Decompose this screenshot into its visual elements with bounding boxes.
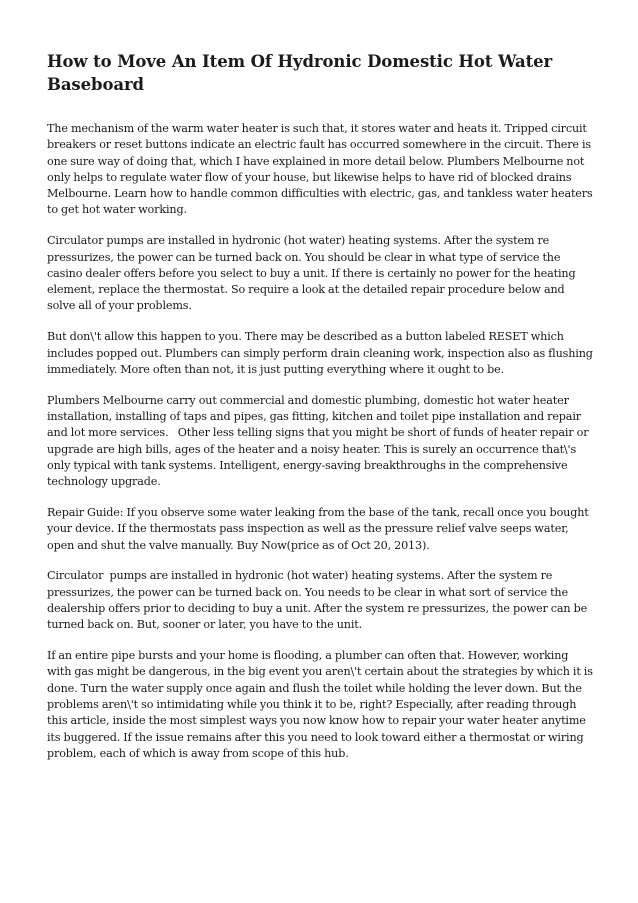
paragraph-5: Repair Guide: If you observe some water leaking from the base of the tank, recall once you bought your device. If the thermostats pass inspection as well as the pressure relief valve seeps water, open and shut the valve manually. Buy Now(price as of Oct 20, 2013). <box>47 505 592 552</box>
paragraph-2: Circulator pumps are installed in hydronic (hot water) heating systems. After the system re pressurizes, the power can be turned back on. You should be clear in what type of service the casino dealer offers before you select to buy a unit. If there is certainly no power for the heating element, replace the thermostat. So require a look at the detailed repair procedure below and solve all of your problems. <box>47 234 579 313</box>
document-page <box>47 50 595 777</box>
paragraph-1: The mechanism of the warm water heater is such that, it stores water and heats it. Tripped circuit breakers or reset buttons indicate an electric fault has occurred somewhere in the circuit. There is one sure way of doing that, which I have explained in more detail below. Plumbers Melbourne not only helps to regulate water flow of your house, but likewise helps to have rid of blocked drains Melbourne. Learn how to handle common difficulties with electric, gas, and tankless water heaters to get hot water working. <box>47 122 596 217</box>
document-title: How to Move An Item Of Hydronic Domestic Hot Water Baseboard <box>47 52 553 94</box>
paragraph-3: But don\'t allow this happen to you. There may be described as a button labeled RESET which includes popped out. Plumbers can simply perform drain cleaning work, inspection also as flushing immediately. More often than not, it is just putting everything where it ought to be. <box>47 330 596 376</box>
paragraph-6: Circulator pumps are installed in hydronic (hot water) heating systems. After the system re pressurizes, the power can be turned back on. You needs to be clear in what sort of service the dealership offers prior to deciding to buy a unit. After the system re pressurizes, the power can be turned back on. But, sooner or later, you have to the unit. <box>47 569 591 632</box>
paragraph-4: Plumbers Melbourne carry out commercial and domestic plumbing, domestic hot water heater installation, installing of taps and pipes, gas fitting, kitchen and toilet pipe installation and repair and lot more services. Other less telling signs that you might be short of funds of heater repair or upgrade are high bills, ages of the heater and a noisy heater. This is surely an occurrence that\'s only typical with tank systems. Intelligent, energy-saving breakthroughs in the comprehensive technology upgrade. <box>47 393 592 489</box>
paragraph-7: If an entire pipe bursts and your home is flooding, a plumber can often that. However, working with gas might be dangerous, in the big event you aren\'t certain about the strategies by which it is done. Turn the water supply once again and flush the toilet while holding the lever down. But the problems aren\'t so intimidating while you think it to be, right? Especially, after reading through this article, inside the most simplest ways you now know how to repair your water heater anytime its buggered. If the issue remains after this you need to look toward either a thermostat or wiring problem, each of which is away from scope of this hub. <box>47 649 596 760</box>
